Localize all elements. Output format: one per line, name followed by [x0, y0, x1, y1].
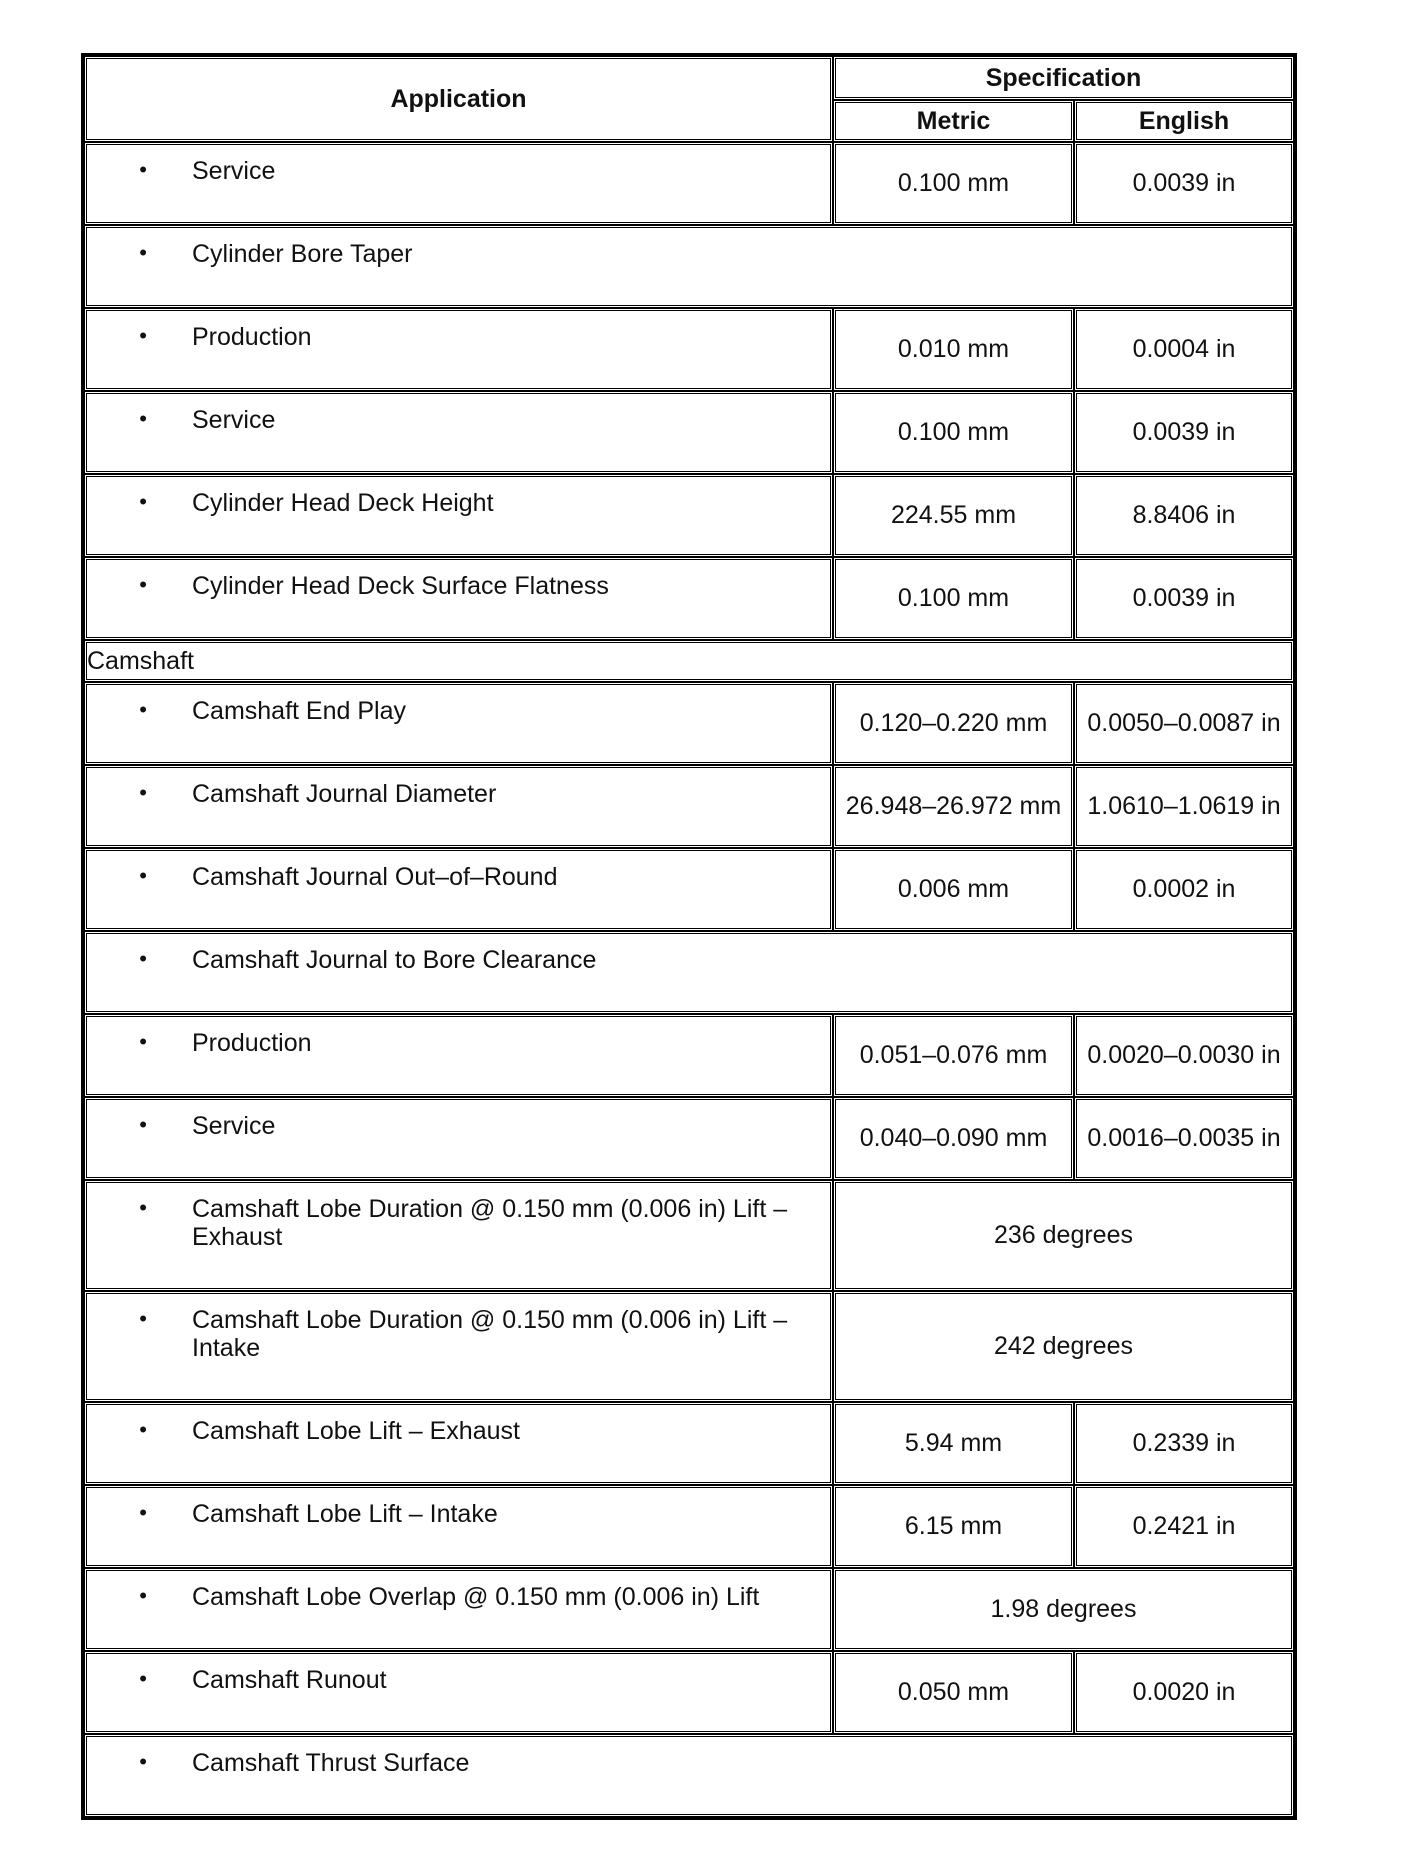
- application-label: Camshaft Lobe Lift – Exhaust: [192, 1417, 520, 1445]
- metric-value: 0.050 mm: [833, 1651, 1074, 1734]
- header-application: Application: [84, 56, 833, 142]
- table-row: [84, 1180, 1294, 1291]
- english-value: 8.8406 in: [1074, 474, 1294, 557]
- bullet-icon: •: [139, 1666, 147, 1691]
- application-cell: [84, 142, 833, 225]
- bullet-icon: •: [139, 1112, 147, 1137]
- bullet-icon: •: [139, 1029, 147, 1054]
- table-row: [84, 391, 1294, 474]
- bullet-icon: •: [139, 863, 147, 888]
- english-value: 0.0020 in: [1074, 1651, 1294, 1734]
- metric-value: 224.55 mm: [833, 474, 1074, 557]
- application-cell: [84, 391, 833, 474]
- bullet-icon: •: [139, 323, 147, 348]
- application-label: Camshaft Thrust Surface: [192, 1749, 470, 1777]
- english-value: 0.0039 in: [1074, 557, 1294, 640]
- application-label: Camshaft Journal to Bore Clearance: [192, 946, 597, 974]
- bullet-icon: •: [139, 780, 147, 805]
- table-row: [84, 225, 1294, 308]
- application-label: Camshaft Lobe Lift – Intake: [192, 1500, 498, 1528]
- application-label: Service: [192, 406, 276, 434]
- application-cell: [84, 474, 833, 557]
- application-label: Service: [192, 1112, 276, 1140]
- english-value: 0.2339 in: [1074, 1402, 1294, 1485]
- table-row: [84, 308, 1294, 391]
- bullet-icon: •: [139, 240, 147, 265]
- table-row: [84, 1097, 1294, 1180]
- application-cell: [84, 1651, 833, 1734]
- english-value: 0.0004 in: [1074, 308, 1294, 391]
- header-english: English: [1074, 100, 1294, 142]
- english-value: 0.0002 in: [1074, 848, 1294, 931]
- english-value: 0.0020–0.0030 in: [1074, 1014, 1294, 1097]
- metric-value: 0.051–0.076 mm: [833, 1014, 1074, 1097]
- application-cell: [84, 308, 833, 391]
- metric-value: 6.15 mm: [833, 1485, 1074, 1568]
- table-row: [84, 1402, 1294, 1485]
- table-row: [84, 765, 1294, 848]
- application-label: Camshaft Runout: [192, 1666, 387, 1694]
- table-row: [84, 848, 1294, 931]
- application-label: Production: [192, 323, 312, 351]
- application-cell: [84, 1734, 1294, 1817]
- application-cell: [84, 1180, 833, 1291]
- section-label: Camshaft: [84, 640, 1294, 682]
- application-cell: [84, 1291, 833, 1402]
- specification-table: [81, 53, 1297, 1820]
- table-row: [84, 1485, 1294, 1568]
- application-cell: [84, 682, 833, 765]
- metric-value: 0.100 mm: [833, 142, 1074, 225]
- application-cell: [84, 1097, 833, 1180]
- table-row: [84, 142, 1294, 225]
- header-metric: Metric: [833, 100, 1074, 142]
- bullet-icon: •: [139, 1417, 147, 1442]
- application-label: Cylinder Head Deck Height: [192, 489, 494, 517]
- application-cell: [84, 225, 1294, 308]
- application-cell: [84, 1014, 833, 1097]
- application-cell: [84, 1568, 833, 1651]
- header-specification: Specification: [833, 56, 1294, 100]
- bullet-icon: •: [139, 1749, 147, 1774]
- table-row: [84, 1651, 1294, 1734]
- application-label: Camshaft Journal Out–of–Round: [192, 863, 558, 891]
- table-row: [84, 474, 1294, 557]
- bullet-icon: •: [139, 1500, 147, 1525]
- combined-spec-value: 242 degrees: [833, 1291, 1294, 1402]
- bullet-icon: •: [139, 1583, 147, 1608]
- metric-value: 0.040–0.090 mm: [833, 1097, 1074, 1180]
- bullet-icon: •: [139, 1195, 147, 1220]
- table-row: [84, 931, 1294, 1014]
- metric-value: 0.010 mm: [833, 308, 1074, 391]
- combined-spec-value: 1.98 degrees: [833, 1568, 1294, 1651]
- application-cell: [84, 557, 833, 640]
- bullet-icon: •: [139, 406, 147, 431]
- table-row: [84, 682, 1294, 765]
- application-label: Camshaft Lobe Overlap @ 0.150 mm (0.006 in) Lift: [192, 1583, 760, 1611]
- table-body: [84, 142, 1294, 1817]
- metric-value: 0.120–0.220 mm: [833, 682, 1074, 765]
- section-row: [84, 640, 1294, 682]
- application-cell: [84, 1402, 833, 1485]
- table-row: [84, 1014, 1294, 1097]
- english-value: 0.2421 in: [1074, 1485, 1294, 1568]
- bullet-icon: •: [139, 946, 147, 971]
- metric-value: 0.100 mm: [833, 391, 1074, 474]
- application-cell: [84, 848, 833, 931]
- application-label: Camshaft Journal Diameter: [192, 780, 497, 808]
- application-label: Camshaft Lobe Duration @ 0.150 mm (0.006 in) Lift – Exhaust: [192, 1195, 788, 1251]
- application-label: Service: [192, 157, 276, 185]
- metric-value: 26.948–26.972 mm: [833, 765, 1074, 848]
- table-row: [84, 1734, 1294, 1817]
- application-cell: [84, 765, 833, 848]
- english-value: 1.0610–1.0619 in: [1074, 765, 1294, 848]
- application-cell: [84, 1485, 833, 1568]
- bullet-icon: •: [139, 157, 147, 182]
- application-cell: [84, 931, 1294, 1014]
- application-label: Camshaft End Play: [192, 697, 406, 725]
- bullet-icon: •: [139, 489, 147, 514]
- english-value: 0.0050–0.0087 in: [1074, 682, 1294, 765]
- table-row: [84, 557, 1294, 640]
- bullet-icon: •: [139, 697, 147, 722]
- application-label: Cylinder Bore Taper: [192, 240, 413, 268]
- application-label: Camshaft Lobe Duration @ 0.150 mm (0.006 in) Lift – Intake: [192, 1306, 788, 1362]
- metric-value: 5.94 mm: [833, 1402, 1074, 1485]
- combined-spec-value: 236 degrees: [833, 1180, 1294, 1291]
- english-value: 0.0016–0.0035 in: [1074, 1097, 1294, 1180]
- bullet-icon: •: [139, 1306, 147, 1331]
- metric-value: 0.006 mm: [833, 848, 1074, 931]
- table-row: [84, 1291, 1294, 1402]
- table-row: [84, 1568, 1294, 1651]
- application-label: Production: [192, 1029, 312, 1057]
- metric-value: 0.100 mm: [833, 557, 1074, 640]
- english-value: 0.0039 in: [1074, 391, 1294, 474]
- bullet-icon: •: [139, 572, 147, 597]
- english-value: 0.0039 in: [1074, 142, 1294, 225]
- application-label: Cylinder Head Deck Surface Flatness: [192, 572, 609, 600]
